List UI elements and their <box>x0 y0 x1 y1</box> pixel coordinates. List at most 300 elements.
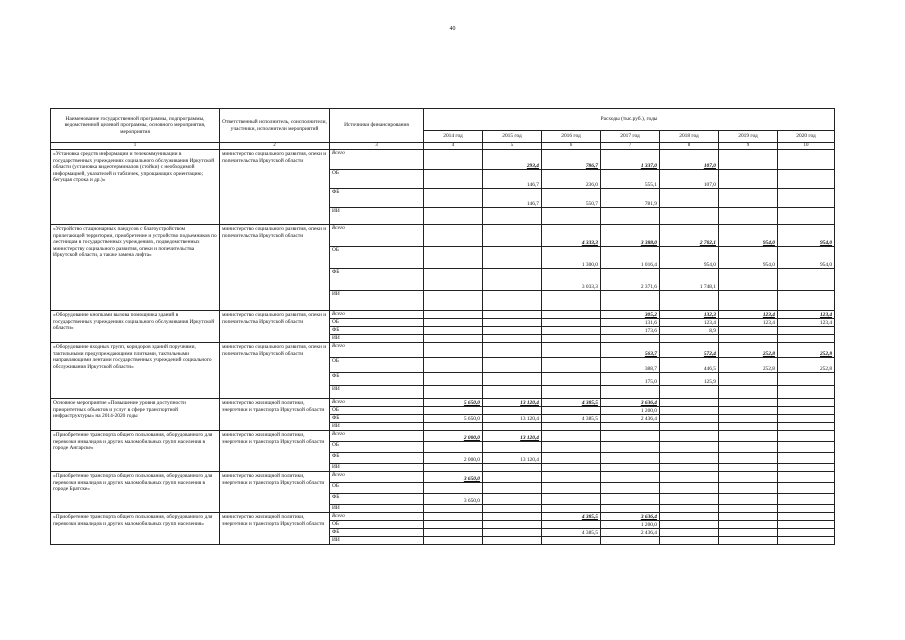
value-cell: 252,8 <box>778 343 835 358</box>
value-cell <box>778 521 835 529</box>
value-cell <box>601 431 660 442</box>
value-cell <box>424 311 483 319</box>
value-cell: 1 748,1 <box>660 269 719 291</box>
value-cell: 1 200,0 <box>601 407 660 415</box>
value-cell: 954,0 <box>778 225 835 247</box>
value-cell <box>719 494 778 505</box>
value-cell <box>542 521 601 529</box>
value-cell: 388,7 <box>601 358 660 373</box>
value-cell <box>719 386 778 399</box>
value-cell: 13 120,4 <box>483 399 542 407</box>
measure-name: «Оборудование кнопками вызова помощника зданий в государственных учреждениях социального обслуживания Иркутской области» <box>51 311 220 343</box>
value-cell <box>719 453 778 464</box>
value-cell <box>483 373 542 386</box>
value-cell <box>542 319 601 327</box>
value-cell <box>424 225 483 247</box>
value-cell <box>424 505 483 513</box>
value-cell <box>660 472 719 483</box>
value-cell <box>778 208 835 225</box>
measure-executor: министерство жилищной политики, энергетики и транспорта Иркутской области <box>220 472 330 513</box>
header-year: 2019 год <box>719 131 778 143</box>
value-cell: 550,7 <box>542 189 601 208</box>
funding-source: ИИ <box>330 386 424 399</box>
header-executor: Ответственный исполнитель, соисполнители, участники, исполнители мероприятий <box>220 109 330 143</box>
value-cell: 13 120,4 <box>483 431 542 442</box>
funding-source: ОБ <box>330 358 424 373</box>
value-cell <box>483 505 542 513</box>
value-cell <box>778 415 835 423</box>
value-cell <box>778 386 835 399</box>
value-cell: 146,7 <box>483 170 542 189</box>
value-cell <box>660 189 719 208</box>
value-cell: 2 436,4 <box>601 529 660 537</box>
index-cell: 9 <box>719 143 778 150</box>
value-cell <box>719 150 778 170</box>
value-cell <box>483 464 542 472</box>
value-cell <box>660 423 719 431</box>
value-cell <box>424 208 483 225</box>
value-cell <box>542 431 601 442</box>
value-cell: 2 371,6 <box>601 269 660 291</box>
value-cell <box>601 483 660 494</box>
value-cell <box>483 225 542 247</box>
value-cell <box>660 453 719 464</box>
value-cell: 146,7 <box>483 189 542 208</box>
funding-source: Всего <box>330 343 424 358</box>
value-cell: 107,0 <box>660 170 719 189</box>
value-cell <box>719 431 778 442</box>
value-cell <box>601 423 660 431</box>
value-cell <box>424 442 483 453</box>
value-cell: 13 120,4 <box>483 415 542 423</box>
value-cell <box>483 335 542 343</box>
value-cell <box>719 208 778 225</box>
value-cell: 5 650,0 <box>424 399 483 407</box>
value-cell: 293,4 <box>483 150 542 170</box>
table-row <box>51 431 835 442</box>
measure-executor: министерство жилищной политики, энергетики и транспорта Иркутской области <box>220 513 330 545</box>
value-cell <box>424 170 483 189</box>
value-cell <box>483 442 542 453</box>
index-cell: 2 <box>220 143 330 150</box>
value-cell <box>424 269 483 291</box>
value-cell <box>483 327 542 335</box>
value-cell <box>660 407 719 415</box>
value-cell <box>778 442 835 453</box>
header-source: Источники финансирования <box>330 109 424 143</box>
value-cell: 123,4 <box>719 311 778 319</box>
value-cell <box>424 327 483 335</box>
table-row <box>51 225 835 247</box>
funding-source: ИИ <box>330 423 424 431</box>
index-cell: 6 <box>542 143 601 150</box>
value-cell <box>424 483 483 494</box>
header-year: 2015 год <box>483 131 542 143</box>
funding-source: Всего <box>330 399 424 407</box>
index-cell: 10 <box>778 143 835 150</box>
value-cell <box>483 521 542 529</box>
value-cell: 1 016,4 <box>601 247 660 269</box>
value-cell <box>660 399 719 407</box>
header-year: 2018 год <box>660 131 719 143</box>
value-cell: 5 650,0 <box>424 415 483 423</box>
value-cell <box>542 208 601 225</box>
page-number: 40 <box>449 26 456 32</box>
table-row <box>51 472 835 483</box>
value-cell: 1 200,0 <box>601 521 660 529</box>
funding-source: ФБ <box>330 327 424 335</box>
value-cell <box>483 208 542 225</box>
value-cell <box>601 335 660 343</box>
value-cell <box>778 505 835 513</box>
value-cell <box>601 208 660 225</box>
funding-source: ИИ <box>330 335 424 343</box>
value-cell <box>542 442 601 453</box>
value-cell <box>778 150 835 170</box>
value-cell: 123,4 <box>660 319 719 327</box>
value-cell <box>424 513 483 521</box>
value-cell: 252,8 <box>778 358 835 373</box>
value-cell <box>778 327 835 335</box>
funding-source: ИИ <box>330 464 424 472</box>
value-cell <box>719 529 778 537</box>
value-cell: 4 385,5 <box>542 529 601 537</box>
value-cell <box>660 505 719 513</box>
value-cell: 252,8 <box>719 358 778 373</box>
value-cell <box>778 399 835 407</box>
value-cell <box>719 291 778 311</box>
value-cell <box>424 291 483 311</box>
value-cell: 572,4 <box>660 343 719 358</box>
value-cell: 123,4 <box>719 319 778 327</box>
value-cell <box>601 453 660 464</box>
value-cell: 4 385,5 <box>542 513 601 521</box>
value-cell: 173,6 <box>601 327 660 335</box>
value-cell <box>601 472 660 483</box>
value-cell <box>424 358 483 373</box>
value-cell <box>719 505 778 513</box>
value-cell <box>719 415 778 423</box>
measure-name: Основное мероприятие «Повышение уровня доступности приоритетных объектов и услуг в сфере транспортной инфраструктуры» на 2014-2020 годы <box>51 399 220 431</box>
value-cell <box>719 269 778 291</box>
value-cell <box>778 291 835 311</box>
funding-source: Всего <box>330 431 424 442</box>
value-cell <box>483 311 542 319</box>
value-cell: 2 000,0 <box>424 453 483 464</box>
funding-source: Всего <box>330 513 424 521</box>
value-cell <box>719 335 778 343</box>
funding-source: ОБ <box>330 483 424 494</box>
value-cell: 781,9 <box>601 189 660 208</box>
value-cell <box>424 407 483 415</box>
value-cell <box>719 373 778 386</box>
measure-executor: министерство социального развития, опеки и попечительства Иркутской области <box>220 225 330 311</box>
funding-source: ОБ <box>330 170 424 189</box>
value-cell <box>483 386 542 399</box>
value-cell <box>483 537 542 545</box>
value-cell <box>660 415 719 423</box>
value-cell <box>719 521 778 529</box>
value-cell <box>601 386 660 399</box>
value-cell: 131,6 <box>601 319 660 327</box>
value-cell <box>483 483 542 494</box>
table-row <box>51 150 835 170</box>
value-cell: 3 636,4 <box>601 513 660 521</box>
funding-source: ФБ <box>330 269 424 291</box>
value-cell <box>778 529 835 537</box>
value-cell <box>660 537 719 545</box>
value-cell <box>483 269 542 291</box>
funding-source: ФБ <box>330 529 424 537</box>
measure-name: «Приобретение транспорта общего пользования, оборудованного для перевозки инвалидов и других маломобильных групп населения» <box>51 513 220 545</box>
value-cell: 123,4 <box>778 311 835 319</box>
index-cell: 1 <box>51 143 220 150</box>
value-cell <box>424 464 483 472</box>
value-cell <box>719 399 778 407</box>
value-cell <box>601 464 660 472</box>
value-cell <box>483 247 542 269</box>
value-cell: 3 636,4 <box>601 399 660 407</box>
value-cell <box>719 189 778 208</box>
value-cell <box>601 494 660 505</box>
measure-name: «Приобретение транспорта общего пользования, оборудованного для перевозки инвалидов и других маломобильных групп населения в городе Братске» <box>51 472 220 513</box>
value-cell <box>424 247 483 269</box>
value-cell: 132,3 <box>660 311 719 319</box>
index-cell: 5 <box>483 143 542 150</box>
value-cell <box>424 423 483 431</box>
funding-source: ФБ <box>330 453 424 464</box>
value-cell <box>542 407 601 415</box>
value-cell <box>719 407 778 415</box>
funding-source: ФБ <box>330 373 424 386</box>
value-cell <box>778 431 835 442</box>
value-cell <box>601 291 660 311</box>
funding-source: ФБ <box>330 415 424 423</box>
value-cell <box>483 472 542 483</box>
value-cell <box>660 494 719 505</box>
value-cell: 954,0 <box>660 247 719 269</box>
expenses-table <box>50 108 835 545</box>
value-cell: 2 436,4 <box>601 415 660 423</box>
value-cell: 252,8 <box>719 343 778 358</box>
value-cell: 1 300,0 <box>542 247 601 269</box>
value-cell <box>542 494 601 505</box>
value-cell <box>542 373 601 386</box>
value-cell <box>424 319 483 327</box>
value-cell <box>601 505 660 513</box>
value-cell <box>601 537 660 545</box>
value-cell <box>719 464 778 472</box>
header-year: 2017 год <box>601 131 660 143</box>
value-cell <box>778 472 835 483</box>
value-cell <box>542 505 601 513</box>
value-cell <box>483 358 542 373</box>
value-cell <box>719 537 778 545</box>
value-cell: 8,9 <box>660 327 719 335</box>
measure-name: «Оборудование входных групп, коридоров зданий поручнями, тактильными предупреждающими плитками, тактильными направляющими лентами государственных учреждений социального обслуживания Иркутской области» <box>51 343 220 399</box>
value-cell <box>424 150 483 170</box>
value-cell <box>424 189 483 208</box>
value-cell <box>483 513 542 521</box>
value-cell <box>424 335 483 343</box>
header-year: 2020 год <box>778 131 835 143</box>
value-cell <box>778 513 835 521</box>
value-cell: 3 650,0 <box>424 472 483 483</box>
funding-source: ИИ <box>330 537 424 545</box>
value-cell: 1 337,0 <box>601 150 660 170</box>
value-cell <box>542 483 601 494</box>
header-expenses: Расходы (тыс.руб.), годы <box>424 109 835 131</box>
measure-executor: министерство социального развития, опеки и попечительства Иркутской области <box>220 150 330 225</box>
value-cell: 446,5 <box>660 358 719 373</box>
value-cell: 4 385,5 <box>542 415 601 423</box>
value-cell <box>778 335 835 343</box>
value-cell <box>660 464 719 472</box>
value-cell <box>424 343 483 358</box>
value-cell: 555,1 <box>601 170 660 189</box>
funding-source: ИИ <box>330 291 424 311</box>
value-cell <box>542 386 601 399</box>
funding-source: ОБ <box>330 521 424 529</box>
value-cell: 2 000,0 <box>424 431 483 442</box>
value-cell: 175,0 <box>601 373 660 386</box>
funding-source: ОБ <box>330 442 424 453</box>
value-cell <box>660 529 719 537</box>
value-cell <box>719 483 778 494</box>
value-cell: 236,0 <box>542 170 601 189</box>
value-cell <box>778 494 835 505</box>
value-cell <box>542 291 601 311</box>
funding-source: ИИ <box>330 505 424 513</box>
value-cell: 107,0 <box>660 150 719 170</box>
value-cell: 3 650,0 <box>424 494 483 505</box>
value-cell <box>660 386 719 399</box>
value-cell: 3 033,3 <box>542 269 601 291</box>
value-cell <box>778 170 835 189</box>
funding-source: ОБ <box>330 247 424 269</box>
index-cell: 7 <box>601 143 660 150</box>
value-cell <box>719 472 778 483</box>
value-cell <box>542 358 601 373</box>
value-cell: 2 702,1 <box>660 225 719 247</box>
value-cell <box>660 483 719 494</box>
value-cell: 4 385,5 <box>542 399 601 407</box>
measure-executor: министерство социального развития, опеки и попечительства Иркутской области <box>220 343 330 399</box>
value-cell <box>483 494 542 505</box>
table-row <box>51 311 835 319</box>
value-cell <box>660 521 719 529</box>
value-cell <box>778 483 835 494</box>
value-cell <box>542 335 601 343</box>
value-cell <box>424 521 483 529</box>
value-cell <box>719 513 778 521</box>
value-cell: 13 120,4 <box>483 453 542 464</box>
table-body <box>51 150 835 545</box>
value-cell <box>778 407 835 415</box>
value-cell: 954,0 <box>719 225 778 247</box>
funding-source: Всего <box>330 150 424 170</box>
index-cell: 8 <box>660 143 719 150</box>
value-cell <box>542 472 601 483</box>
value-cell <box>483 407 542 415</box>
funding-source: ОБ <box>330 407 424 415</box>
value-cell <box>660 513 719 521</box>
value-cell: 954,0 <box>719 247 778 269</box>
value-cell: 954,0 <box>778 247 835 269</box>
value-cell <box>601 442 660 453</box>
value-cell <box>660 335 719 343</box>
value-cell <box>483 343 542 358</box>
value-cell: 3 388,0 <box>601 225 660 247</box>
value-cell: 4 333,3 <box>542 225 601 247</box>
value-cell <box>542 464 601 472</box>
value-cell <box>542 311 601 319</box>
value-cell <box>424 529 483 537</box>
value-cell <box>483 319 542 327</box>
value-cell <box>778 464 835 472</box>
value-cell <box>424 537 483 545</box>
measure-name: «Приобретение транспорта общего пользования, оборудованного для перевозки инвалидов и других маломобильных групп населения в городе Ангарске» <box>51 431 220 472</box>
value-cell <box>424 373 483 386</box>
funding-source: ФБ <box>330 189 424 208</box>
funding-source: Всего <box>330 225 424 247</box>
value-cell <box>542 343 601 358</box>
value-cell: 786,7 <box>542 150 601 170</box>
header-year: 2016 год <box>542 131 601 143</box>
value-cell <box>778 537 835 545</box>
value-cell: 123,4 <box>778 319 835 327</box>
header-year: 2014 год <box>424 131 483 143</box>
measure-name: «Устройство стационарных пандусов с благоустройством прилегающей территории, приобретение и устройство подъемников по лестницам в государственных учреждениях, подведомственных министерству социального развития, опеки и попечительства Иркутской области, а также замена лифта» <box>51 225 220 311</box>
value-cell <box>542 453 601 464</box>
value-cell <box>778 373 835 386</box>
value-cell <box>660 442 719 453</box>
measure-executor: министерство социального развития, опеки и попечительства Иркутской области <box>220 311 330 343</box>
header-name: Наименование государственной программы, подпрограммы, ведомственной целевой программы, основного мероприятия, мероприятия <box>51 109 220 143</box>
funding-source: ОБ <box>330 319 424 327</box>
value-cell <box>660 208 719 225</box>
value-cell <box>542 423 601 431</box>
value-cell: 563,7 <box>601 343 660 358</box>
measure-executor: министерство жилищной политики, энергетики и транспорта Иркутской области <box>220 431 330 472</box>
value-cell <box>719 170 778 189</box>
value-cell <box>542 327 601 335</box>
value-cell <box>660 291 719 311</box>
value-cell <box>778 453 835 464</box>
value-cell <box>660 431 719 442</box>
index-cell: 4 <box>424 143 483 150</box>
value-cell: 305,2 <box>601 311 660 319</box>
value-cell <box>483 423 542 431</box>
value-cell <box>719 442 778 453</box>
value-cell <box>778 423 835 431</box>
value-cell <box>719 327 778 335</box>
value-cell <box>483 291 542 311</box>
table-row <box>51 399 835 407</box>
value-cell <box>424 386 483 399</box>
value-cell <box>483 529 542 537</box>
value-cell <box>719 423 778 431</box>
table-row <box>51 513 835 521</box>
value-cell <box>778 269 835 291</box>
measure-executor: министерство жилищной политики, энергетики и транспорта Иркутской области <box>220 399 330 431</box>
funding-source: Всего <box>330 472 424 483</box>
value-cell <box>778 189 835 208</box>
funding-source: ИИ <box>330 208 424 225</box>
value-cell <box>542 537 601 545</box>
funding-source: ФБ <box>330 494 424 505</box>
measure-name: «Установка средств информации и телекоммуникации в государственных учреждениях социального обслуживания Иркутской области (установка видеотерминалов (стойки) с необходимой информацией, указателей и табличек, упрощающих ориентацию; бегущая строка и др.)» <box>51 150 220 225</box>
